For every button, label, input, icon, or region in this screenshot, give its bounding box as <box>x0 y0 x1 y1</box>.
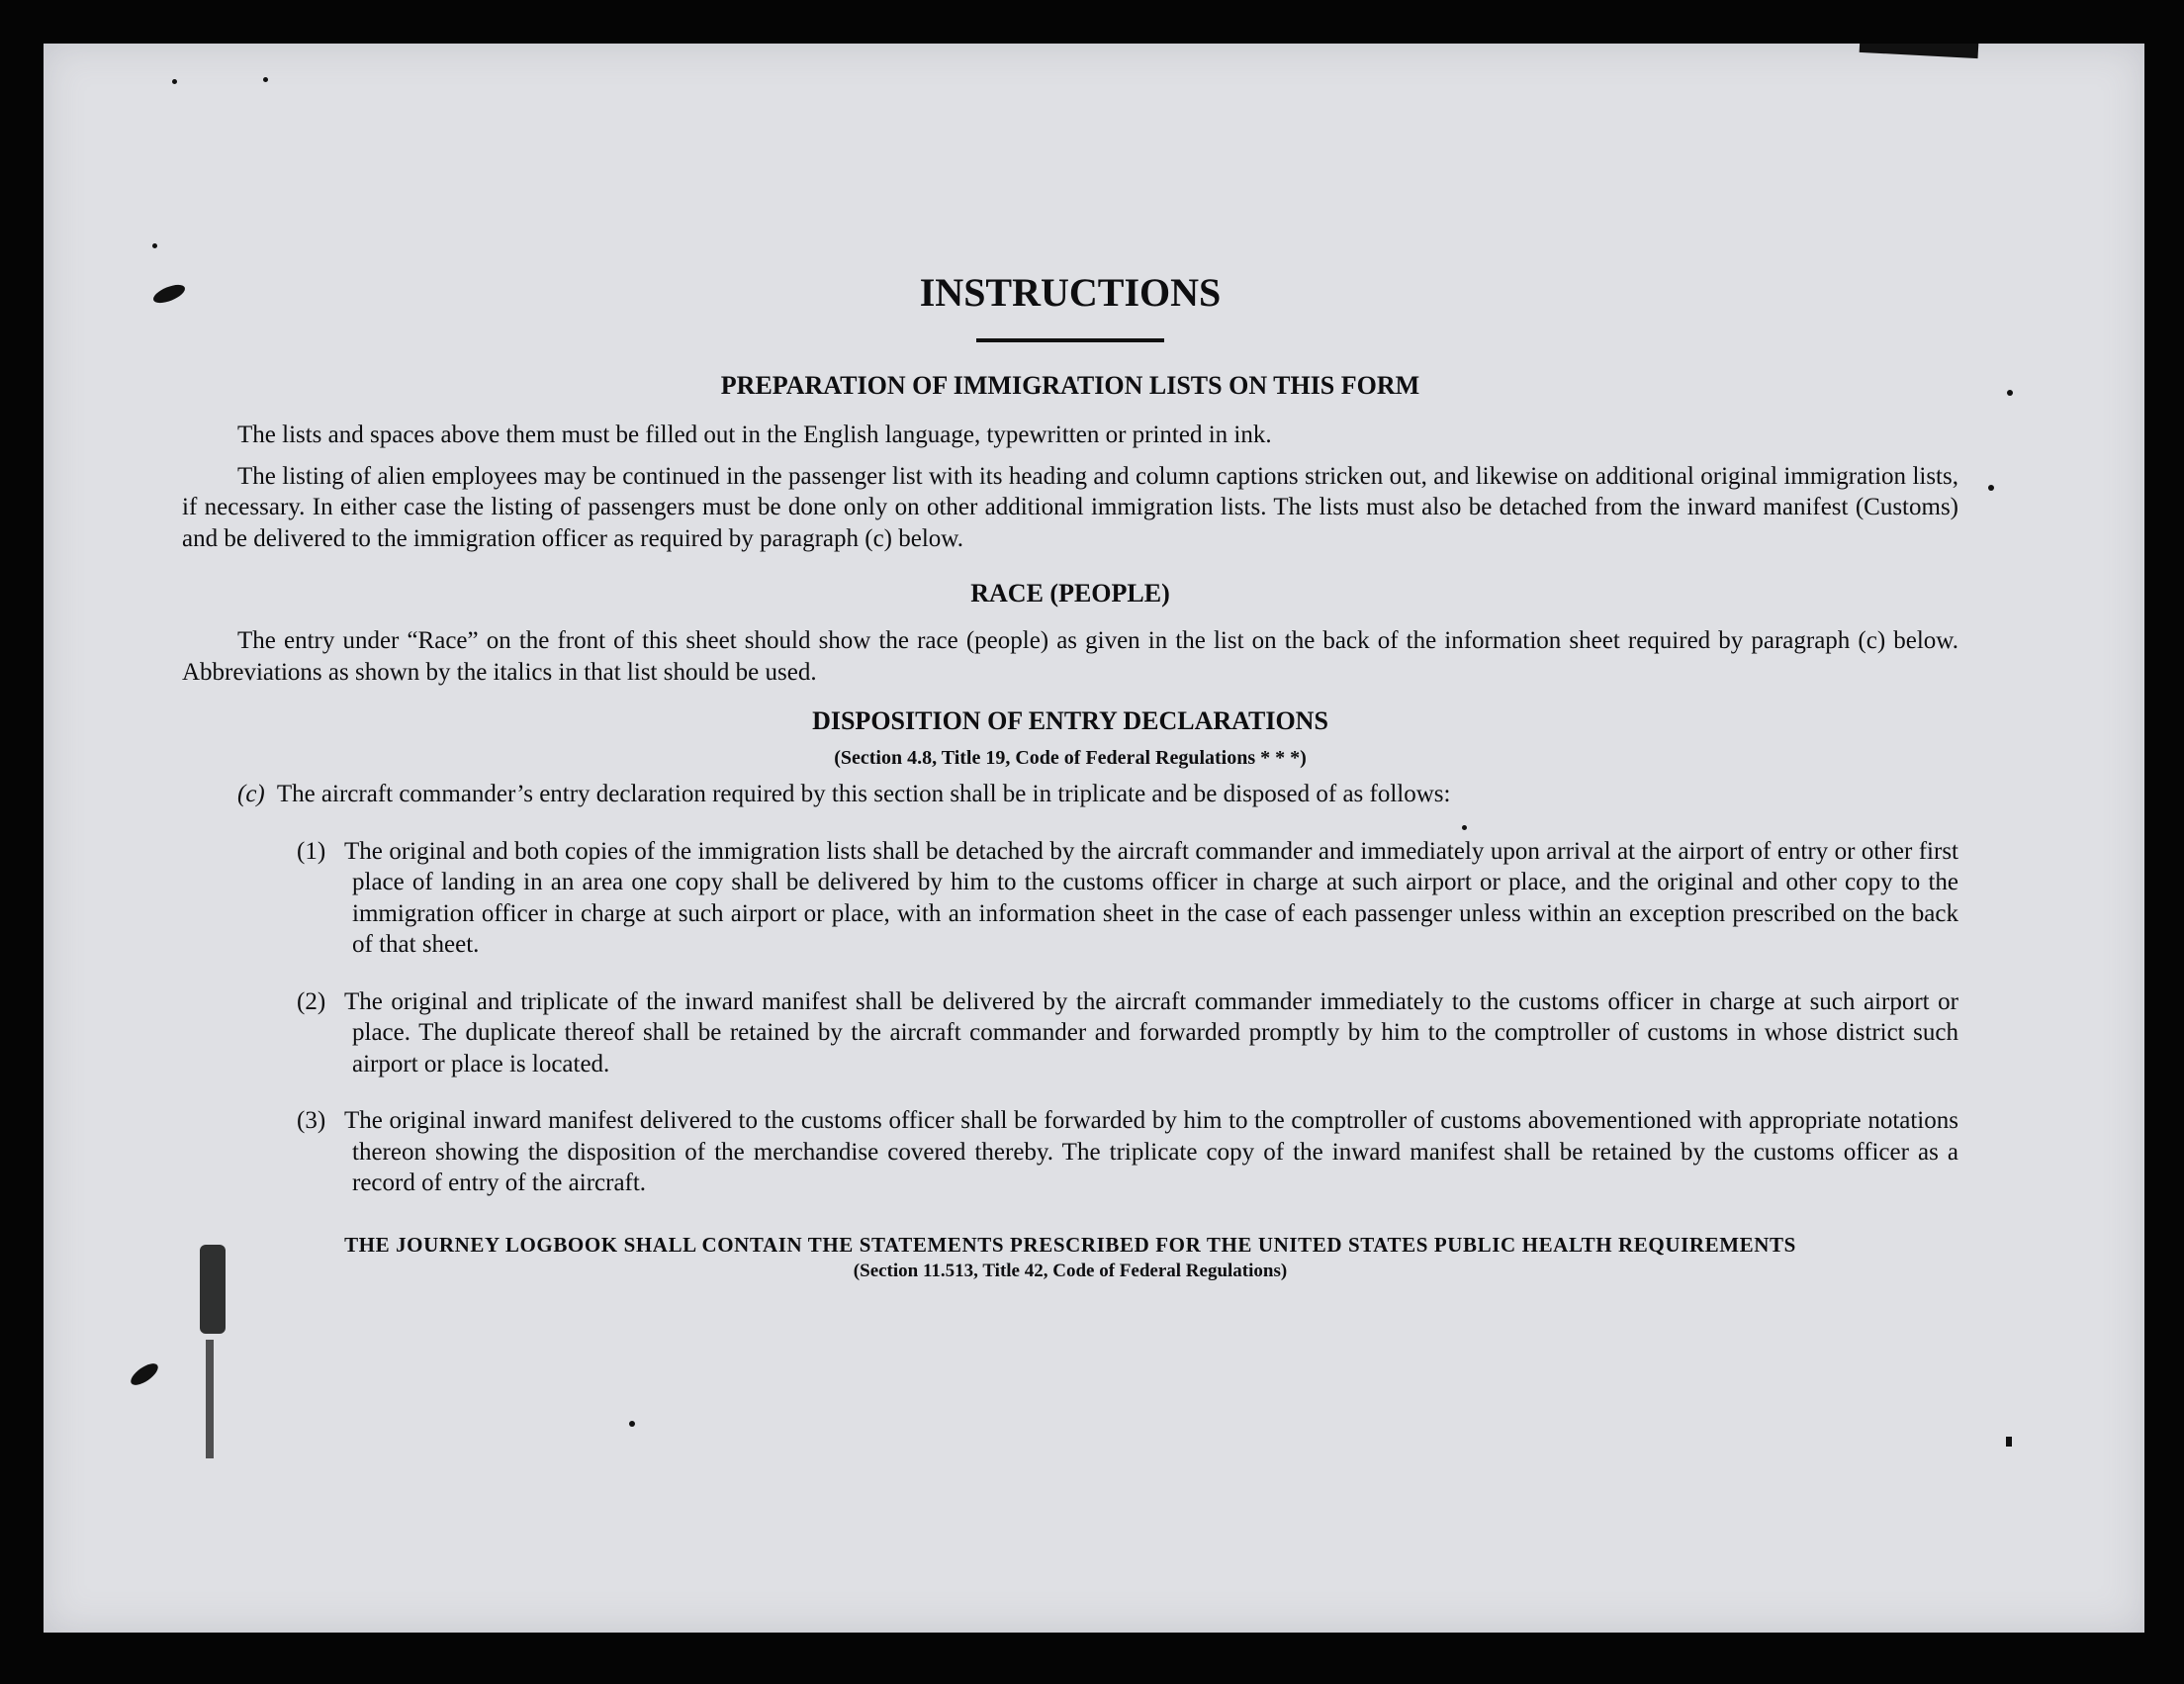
race-paragraph: The entry under “Race” on the front of this sheet should show the race (people) as given in the list on the back of the information sheet required by paragraph (c) below. Abbreviations as shown by the italics in that list should be used. <box>182 627 1958 686</box>
document-page <box>44 44 2144 1633</box>
speck <box>1988 485 1994 491</box>
preparation-paragraph-2: The listing of alien employees may be continued in the passenger list with its heading and column captions stricken out, and likewise on additional original immigration lists, if necessary. In either case the listing of passengers must be done only on other additional immigration lists. The lists must also be detached from the inward manifest (Customs) and be delivered to the immigration officer as required by paragraph (c) below. <box>182 462 1958 552</box>
instructions-body <box>182 269 1958 1284</box>
speck <box>629 1421 635 1427</box>
disposition-item <box>182 986 1958 1080</box>
item-text: The original inward manifest delivered to the customs officer shall be forwarded by him to the comptroller of customs abovementioned with appropriate notations thereon showing the disposition of the merchandise covered thereby. The triplicate copy of the inward manifest shall be retained by the customs officer as a record of entry of the aircraft. <box>344 1107 1958 1196</box>
item-number: (1) <box>297 837 326 865</box>
page-title: INSTRUCTIONS <box>919 270 1222 315</box>
item-text: The original and triplicate of the inward manifest shall be delivered by the aircraft commander immediately to the customs officer in charge at such airport or place. The duplicate thereof shall be retained by the aircraft commander and forwarded promptly by him to the comptroller of customs in whose district such airport or place is located. <box>344 987 1958 1077</box>
corner-tear <box>1860 44 1979 58</box>
disposition-citation: (Section 4.8, Title 19, Code of Federal Regulations * * *) <box>834 747 1307 769</box>
ink-blot <box>128 1359 161 1389</box>
disposition-heading: DISPOSITION OF ENTRY DECLARATIONS <box>812 706 1328 735</box>
item-number: (2) <box>297 987 326 1015</box>
disposition-intro-text: The aircraft commander’s entry declaration required by this section shall be in triplicate and be disposed of as follows: <box>276 781 1451 807</box>
speck <box>2007 390 2013 396</box>
public-health-heading: THE JOURNEY LOGBOOK SHALL CONTAIN THE STATEMENTS PRESCRIBED FOR THE UNITED STATES PUBLIC HEALTH REQUIREMENTS <box>344 1232 1796 1257</box>
speck <box>172 79 177 84</box>
preparation-paragraph-1: The lists and spaces above them must be filled out in the English language, typewritten or printed in ink. <box>237 421 1272 448</box>
paragraph-label: (c) <box>237 781 265 807</box>
disposition-item <box>182 836 1958 961</box>
item-text: The original and both copies of the immigration lists shall be detached by the aircraft commander and immediately upon arrival at the airport of entry or other first place of landing in an area one copy shall be delivered by him to the customs officer in charge at such airport or place, and the original and other copy to the immigration officer in charge at such airport or place, with an information sheet in the case of each passenger unless within an exception prescribed on the back of that sheet. <box>344 837 1958 958</box>
disposition-item <box>182 1105 1958 1199</box>
disposition-intro <box>182 779 1958 810</box>
preparation-heading: PREPARATION OF IMMIGRATION LISTS ON THIS FORM <box>720 371 1420 400</box>
item-number: (3) <box>297 1107 326 1134</box>
public-health-citation: (Section 11.513, Title 42, Code of Federal Regulations) <box>853 1260 1288 1281</box>
speck <box>263 77 268 82</box>
tape-smudge <box>206 1340 214 1458</box>
speck <box>152 243 157 248</box>
race-heading: RACE (PEOPLE) <box>970 579 1170 608</box>
speck <box>2006 1437 2012 1447</box>
